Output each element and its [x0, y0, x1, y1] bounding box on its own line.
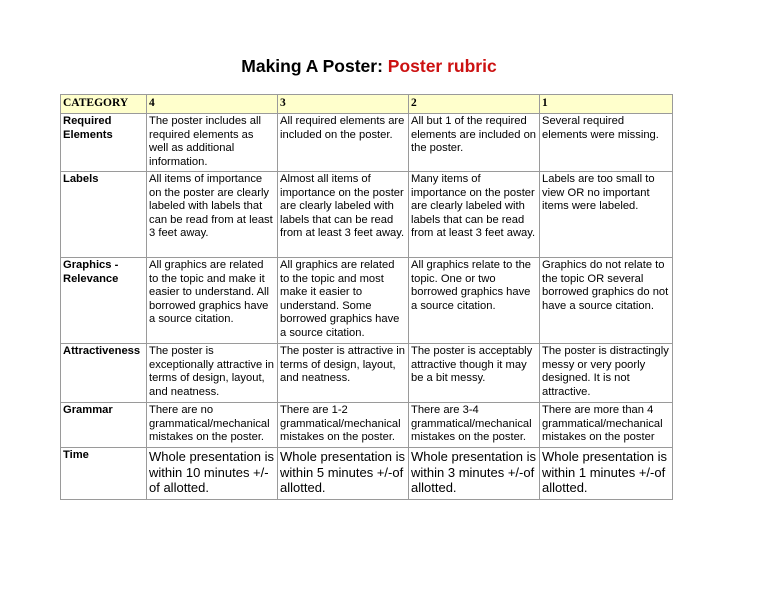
table-row	[61, 114, 673, 172]
title-prefix: Making A Poster:	[241, 56, 383, 76]
table-cell: The poster is attractive in terms of design, layout, and neatness.	[278, 344, 409, 403]
table-cell: Whole presentation is within 3 minutes +/-of allotted.	[409, 448, 540, 500]
header-row	[61, 95, 673, 114]
table-cell: Graphics do not relate to the topic OR several borrowed graphics do not have a source citation.	[540, 258, 673, 344]
table-cell: Whole presentation is within 10 minutes +/-of allotted.	[147, 448, 278, 500]
table-cell: All items of importance on the poster are clearly labeled with labels that can be read from at least 3 feet away.	[147, 172, 278, 258]
row-category: Time	[61, 448, 147, 500]
table-cell: All graphics are related to the topic and most make it easier to understand. Some borrowed graphics have a source citation.	[278, 258, 409, 344]
table-row	[61, 172, 673, 258]
table-cell: There are more than 4 grammatical/mechanical mistakes on the poster	[540, 403, 673, 448]
rubric-table	[60, 94, 673, 500]
table-cell: The poster is exceptionally attractive in terms of design, layout, and neatness.	[147, 344, 278, 403]
table-row	[61, 258, 673, 344]
table-cell: There are 1-2 grammatical/mechanical mistakes on the poster.	[278, 403, 409, 448]
row-category: Attractiveness	[61, 344, 147, 403]
page-title	[0, 56, 738, 77]
table-cell: The poster includes all required elements as well as additional information.	[147, 114, 278, 172]
table-cell: All graphics are related to the topic and make it easier to understand. All borrowed graphics have a source citation.	[147, 258, 278, 344]
table-cell: There are 3-4 grammatical/mechanical mistakes on the poster.	[409, 403, 540, 448]
table-cell: All required elements are included on the poster.	[278, 114, 409, 172]
row-category: Grammar	[61, 403, 147, 448]
table-cell: There are no grammatical/mechanical mistakes on the poster.	[147, 403, 278, 448]
header-score-4: 4	[147, 95, 278, 114]
header-category: CATEGORY	[61, 95, 147, 114]
row-category: Required Elements	[61, 114, 147, 172]
table-row	[61, 403, 673, 448]
header-score-3: 3	[278, 95, 409, 114]
table-row	[61, 344, 673, 403]
table-cell: Labels are too small to view OR no important items were labeled.	[540, 172, 673, 258]
table-cell: Many items of importance on the poster are clearly labeled with labels that can be read from at least 3 feet away.	[409, 172, 540, 258]
header-score-1: 1	[540, 95, 673, 114]
title-accent: Poster rubric	[387, 56, 497, 76]
row-category: Graphics - Relevance	[61, 258, 147, 344]
table-cell: Almost all items of importance on the poster are clearly labeled with labels that can be read from at least 3 feet away.	[278, 172, 409, 258]
header-score-2: 2	[409, 95, 540, 114]
table-cell: The poster is acceptably attractive though it may be a bit messy.	[409, 344, 540, 403]
table-cell: Whole presentation is within 1 minutes +/-of allotted.	[540, 448, 673, 500]
table-cell: All graphics relate to the topic. One or two borrowed graphics have a source citation.	[409, 258, 540, 344]
table-cell: All but 1 of the required elements are included on the poster.	[409, 114, 540, 172]
table-cell: Whole presentation is within 5 minutes +/-of allotted.	[278, 448, 409, 500]
table-cell: Several required elements were missing.	[540, 114, 673, 172]
table-row	[61, 448, 673, 500]
row-category: Labels	[61, 172, 147, 258]
table-cell: The poster is distractingly messy or very poorly designed. It is not attractive.	[540, 344, 673, 403]
